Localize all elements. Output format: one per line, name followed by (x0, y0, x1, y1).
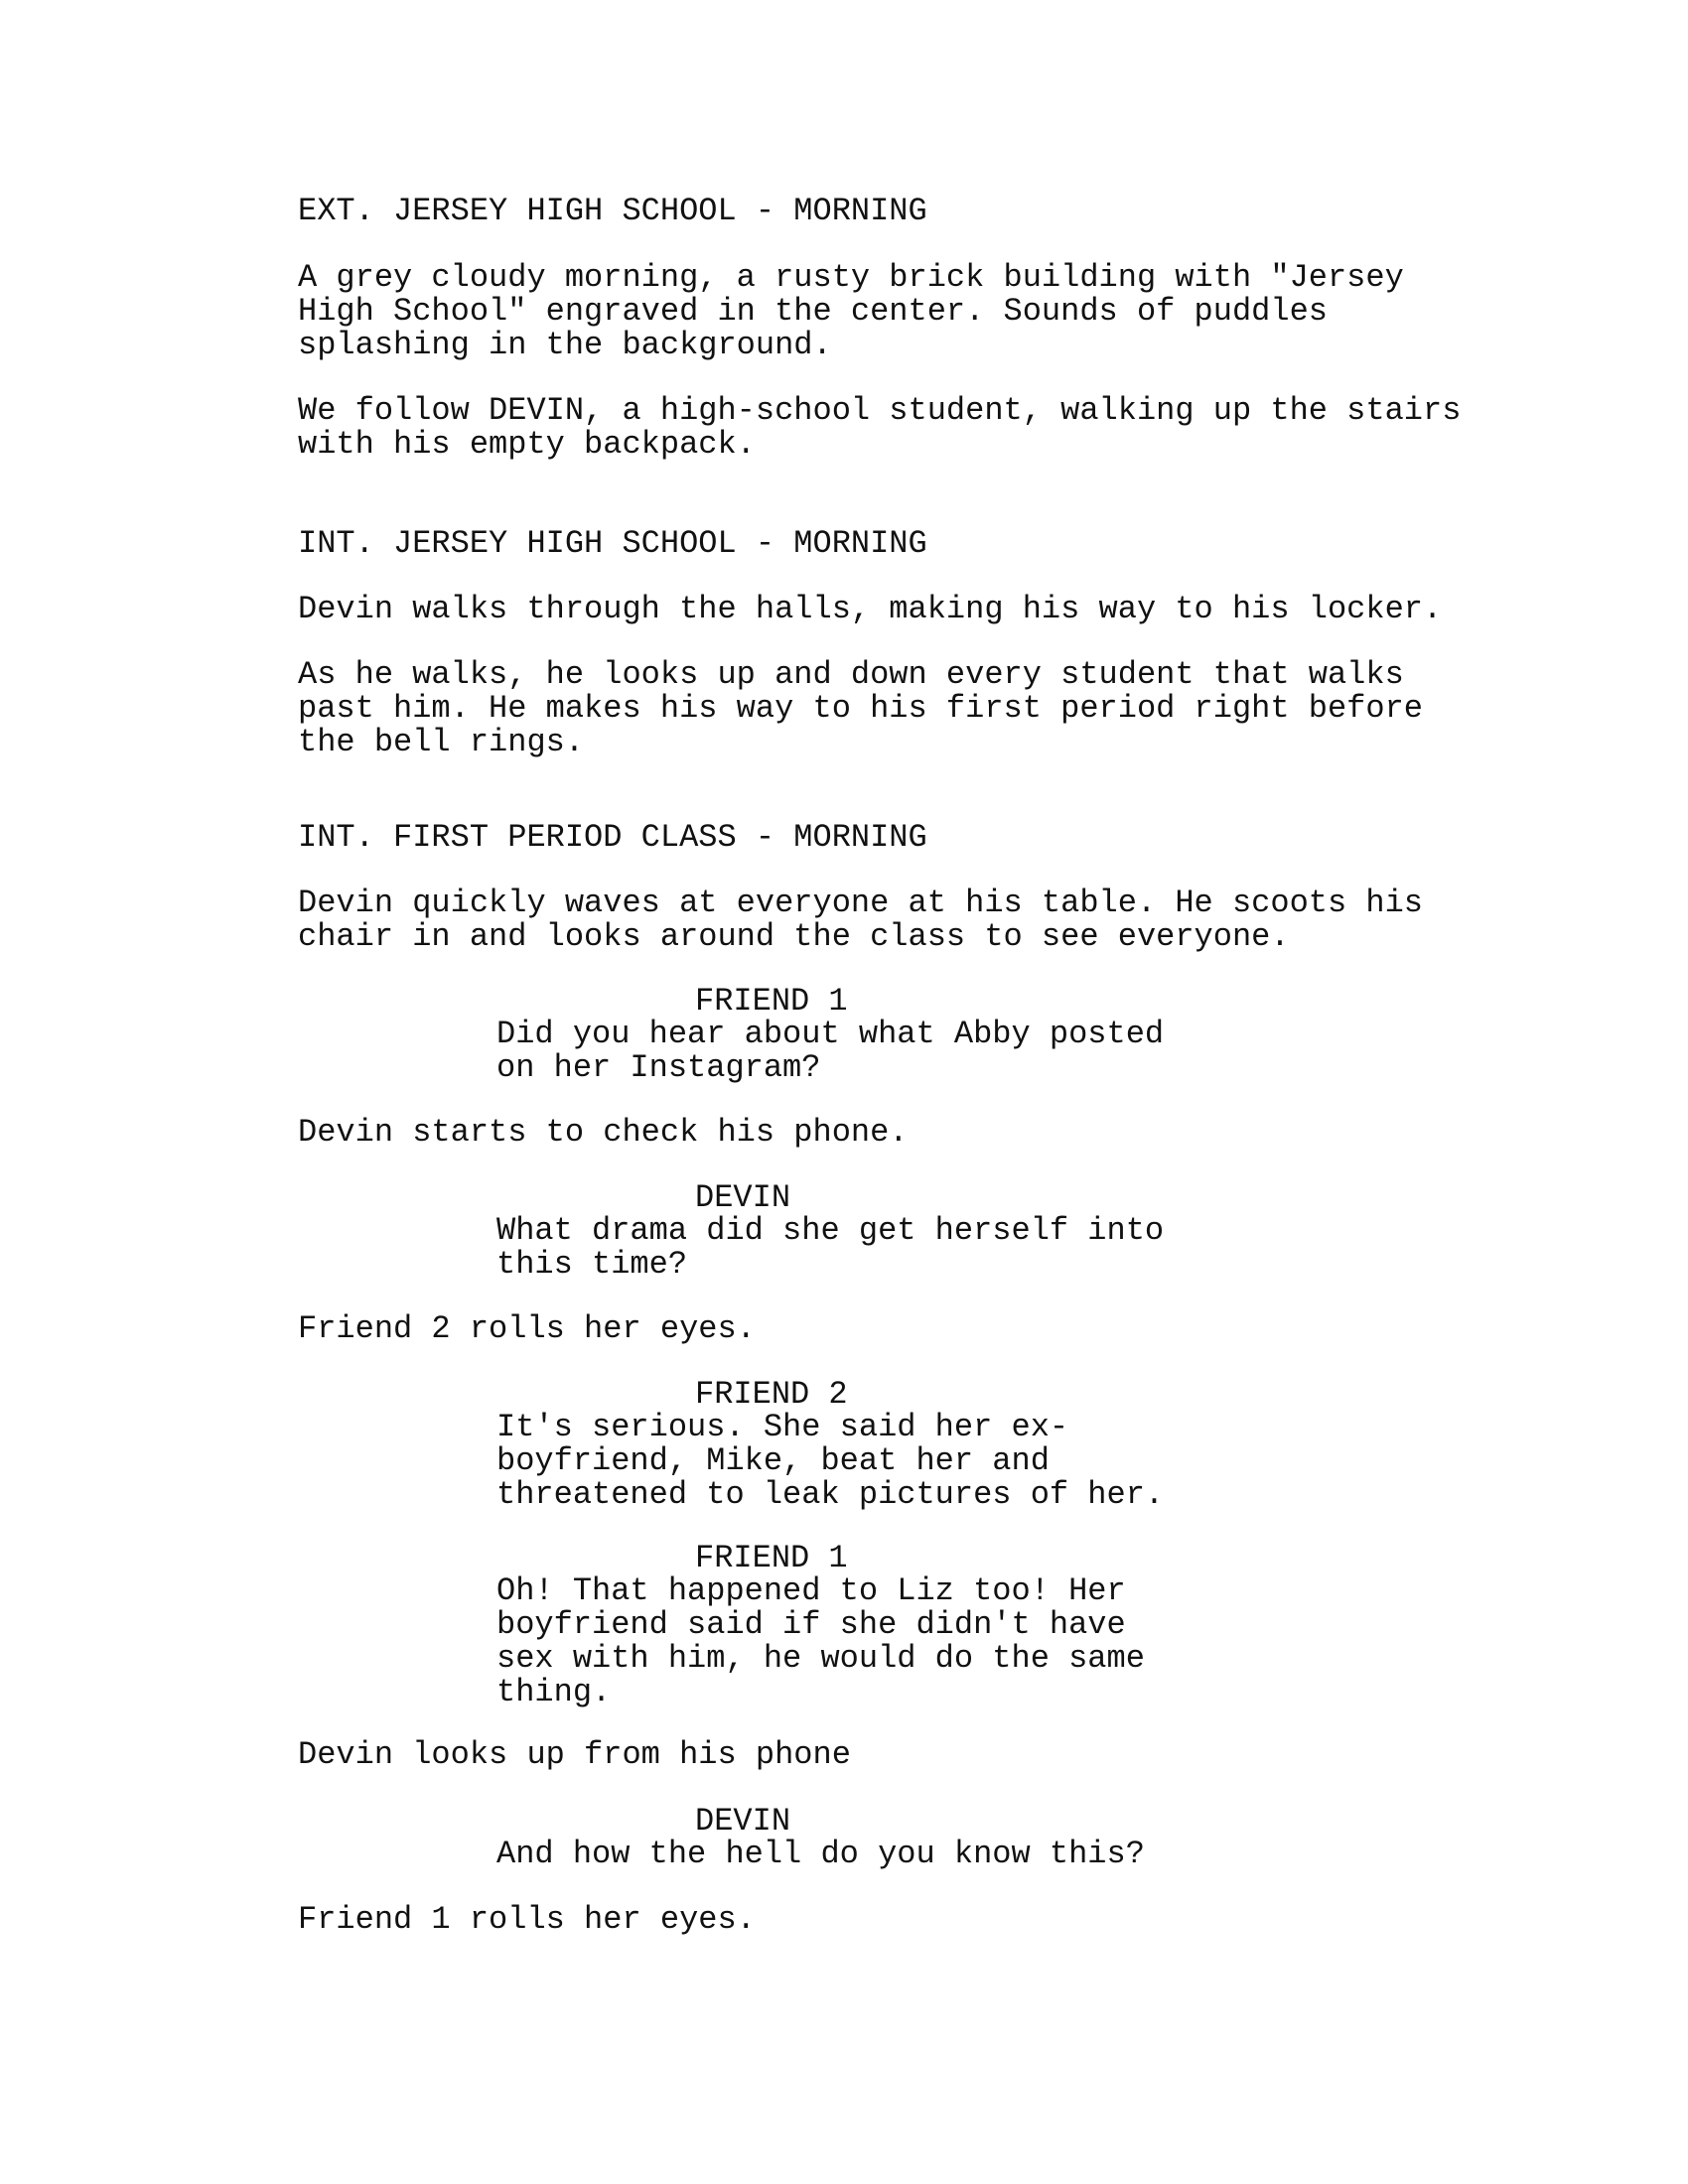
dialogue: Did you hear about what Abby posted on her Instagram? (496, 1016, 1165, 1086)
character-name: FRIEND 1 (695, 1540, 848, 1576)
action-line: As he walks, he looks up and down every student that walks past him. He makes his way to his first period right before the bell rings. (298, 656, 1423, 760)
action-line: Devin starts to check his phone. (298, 1114, 909, 1151)
action-line: A grey cloudy morning, a rusty brick building with "Jersey High School" engraved in the center. Sounds of puddles splashing in the background. (298, 259, 1404, 363)
dialogue: Oh! That happened to Liz too! Her boyfriend said if she didn't have sex with him, he would do the same thing. (496, 1572, 1145, 1710)
dialogue: What drama did she get herself into this time? (496, 1212, 1165, 1283)
action-line: Devin looks up from his phone (298, 1736, 851, 1773)
scene-heading: EXT. JERSEY HIGH SCHOOL - MORNING (298, 193, 927, 229)
action-line: Friend 2 rolls her eyes. (298, 1310, 756, 1347)
character-name: DEVIN (695, 1803, 791, 1840)
character-name: FRIEND 2 (695, 1376, 848, 1413)
scene-heading: INT. JERSEY HIGH SCHOOL - MORNING (298, 525, 927, 562)
action-line: Devin quickly waves at everyone at his table. He scoots his chair in and looks around the class to see everyone. (298, 885, 1423, 955)
character-name: DEVIN (695, 1179, 791, 1216)
action-line: Friend 1 rolls her eyes. (298, 1901, 756, 1938)
scene-heading: INT. FIRST PERIOD CLASS - MORNING (298, 819, 927, 856)
character-name: FRIEND 1 (695, 983, 848, 1020)
action-line: Devin walks through the halls, making his way to his locker. (298, 591, 1443, 627)
action-line: We follow DEVIN, a high-school student, walking up the stairs with his empty backpack. (298, 392, 1462, 463)
dialogue: And how the hell do you know this? (496, 1836, 1145, 1872)
dialogue: It's serious. She said her ex- boyfriend, Mike, beat her and threatened to leak pictures of her. (496, 1409, 1165, 1513)
